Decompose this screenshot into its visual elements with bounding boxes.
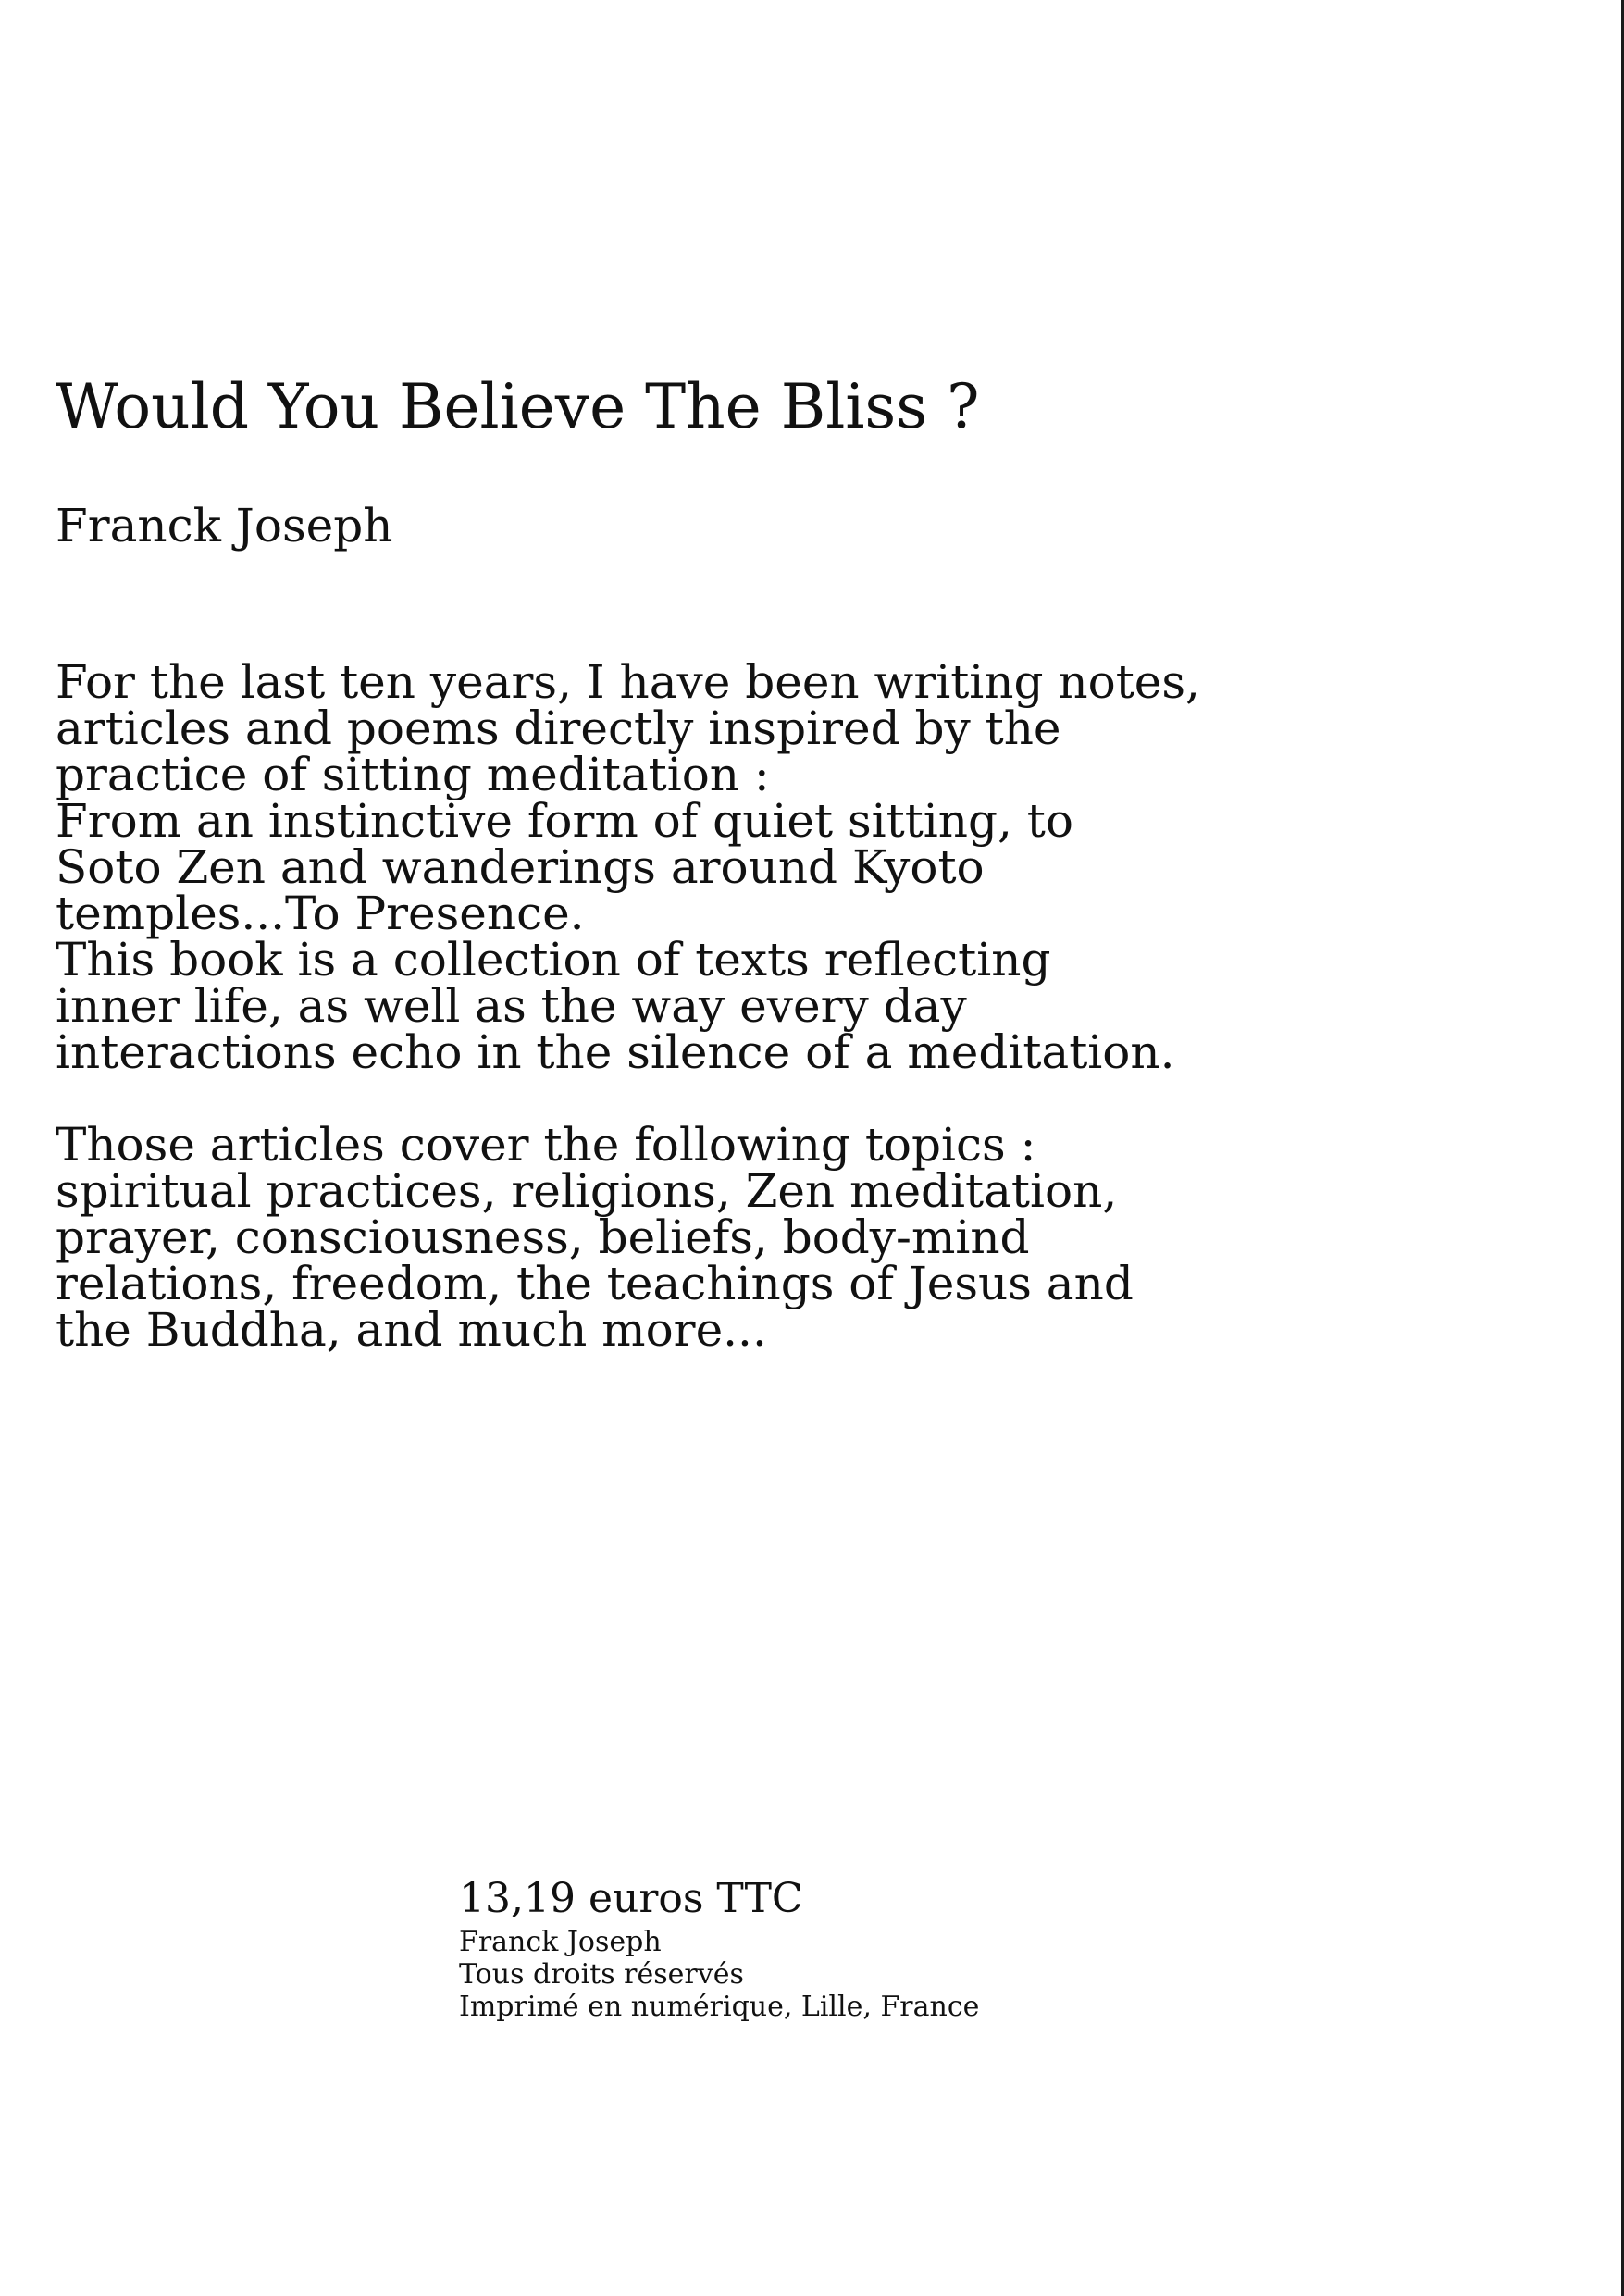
print-location: Imprimé en numérique, Lille, France [459, 1991, 980, 2023]
blurb-line: Soto Zen and wanderings around Kyoto [56, 840, 985, 894]
paragraph-spacer [56, 1075, 1240, 1122]
blurb-line: This book is a collection of texts reflecting [56, 933, 1051, 987]
book-author: Franck Joseph [56, 499, 393, 552]
blurb-line: articles and poems directly inspired by the [56, 701, 1061, 755]
blurb-line: inner life, as well as the way every day [56, 979, 967, 1033]
rights-notice: Tous droits réservés [459, 1958, 744, 1991]
blurb-line: practice of sitting meditation : [56, 748, 770, 801]
blurb-paragraph-2 [56, 1118, 1240, 1357]
blurb-line: the Buddha, and much more... [56, 1303, 767, 1357]
book-blurb [56, 655, 1240, 1357]
book-title: Would You Believe The Bliss ? [56, 371, 980, 442]
blurb-paragraph-1 [56, 655, 1240, 1079]
blurb-line: interactions echo in the silence of a meditation. [56, 1025, 1175, 1079]
blurb-line: prayer, consciousness, beliefs, body-mind [56, 1210, 1030, 1264]
colophon [459, 1872, 1199, 2023]
blurb-line: temples...To Presence. [56, 887, 585, 940]
blurb-line: spiritual practices, religions, Zen meditation, [56, 1164, 1118, 1218]
blurb-line: Those articles cover the following topics : [56, 1118, 1036, 1172]
blurb-line: From an instinctive form of quiet sitting, to [56, 794, 1073, 848]
blurb-line: relations, freedom, the teachings of Jesus and [56, 1257, 1134, 1310]
price-label: 13,19 euros TTC [459, 1875, 803, 1922]
blurb-line: For the last ten years, I have been writing notes, [56, 655, 1200, 709]
publisher-name: Franck Joseph [459, 1926, 662, 1958]
